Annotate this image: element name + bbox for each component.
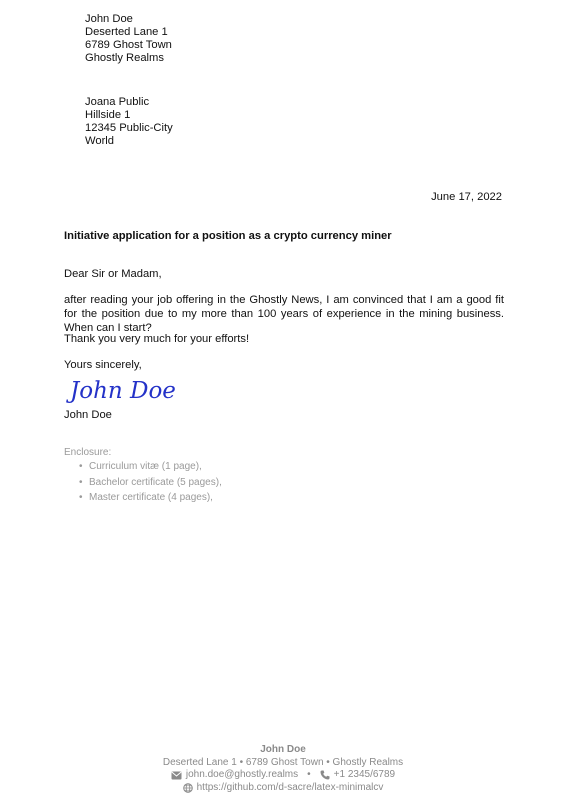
list-item [79, 459, 222, 475]
enclosure-item: Bachelor certificate (5 pages), [89, 476, 222, 488]
bullet-icon: • [79, 492, 83, 503]
list-item [79, 475, 222, 491]
enclosure-label: Enclosure: [64, 447, 112, 458]
bullet-icon: • [79, 461, 83, 472]
signed-name: John Doe [64, 409, 112, 421]
separator: • [307, 769, 311, 780]
phone-icon [320, 770, 330, 780]
footer-phone[interactable]: +1 2345/6789 [333, 769, 396, 780]
footer-website[interactable]: https://github.com/d-sacre/latex-minimalcv [196, 781, 384, 793]
salutation: Dear Sir or Madam, [64, 268, 162, 280]
footer-address: Deserted Lane 1 • 6789 Ghost Town • Ghostly Realms [162, 756, 404, 768]
recipient-name: Joana Public [85, 96, 150, 108]
handwritten-signature: John Doe [70, 378, 176, 404]
footer-name: John Doe [260, 744, 306, 755]
letter-subject: Initiative application for a position as a crypto currency miner [64, 230, 392, 242]
letter-footer [0, 744, 566, 794]
envelope-icon [171, 771, 182, 780]
footer-email[interactable]: john.doe@ghostly.realms [185, 769, 299, 780]
sender-name: John Doe [85, 13, 133, 25]
sender-region: Ghostly Realms [85, 52, 164, 64]
letter-date: June 17, 2022 [431, 191, 502, 203]
letter-body: after reading your job offering in the Ghostly News, I am convinced that I am a good fit for the position due to my more than 100 years of experience in the mining business. When can I start? [64, 294, 504, 334]
thanks-line: Thank you very much for your efforts! [64, 333, 250, 345]
list-item [79, 490, 222, 506]
footer-website-row [0, 782, 566, 795]
closing: Yours sincerely, [64, 359, 142, 371]
footer-contact-row [0, 769, 566, 782]
sender-city: 6789 Ghost Town [85, 39, 172, 51]
recipient-street: Hillside 1 [85, 109, 131, 121]
sender-street: Deserted Lane 1 [85, 26, 168, 38]
recipient-address [85, 96, 173, 148]
enclosure-item: Master certificate (4 pages), [89, 492, 213, 503]
recipient-country: World [85, 135, 115, 147]
enclosure-item: Curriculum vitæ (1 page), [89, 461, 202, 472]
bullet-icon: • [79, 476, 83, 488]
globe-icon [183, 783, 193, 793]
sender-address [85, 13, 172, 65]
recipient-city: 12345 Public-City [85, 122, 173, 134]
enclosure-list [79, 459, 222, 506]
